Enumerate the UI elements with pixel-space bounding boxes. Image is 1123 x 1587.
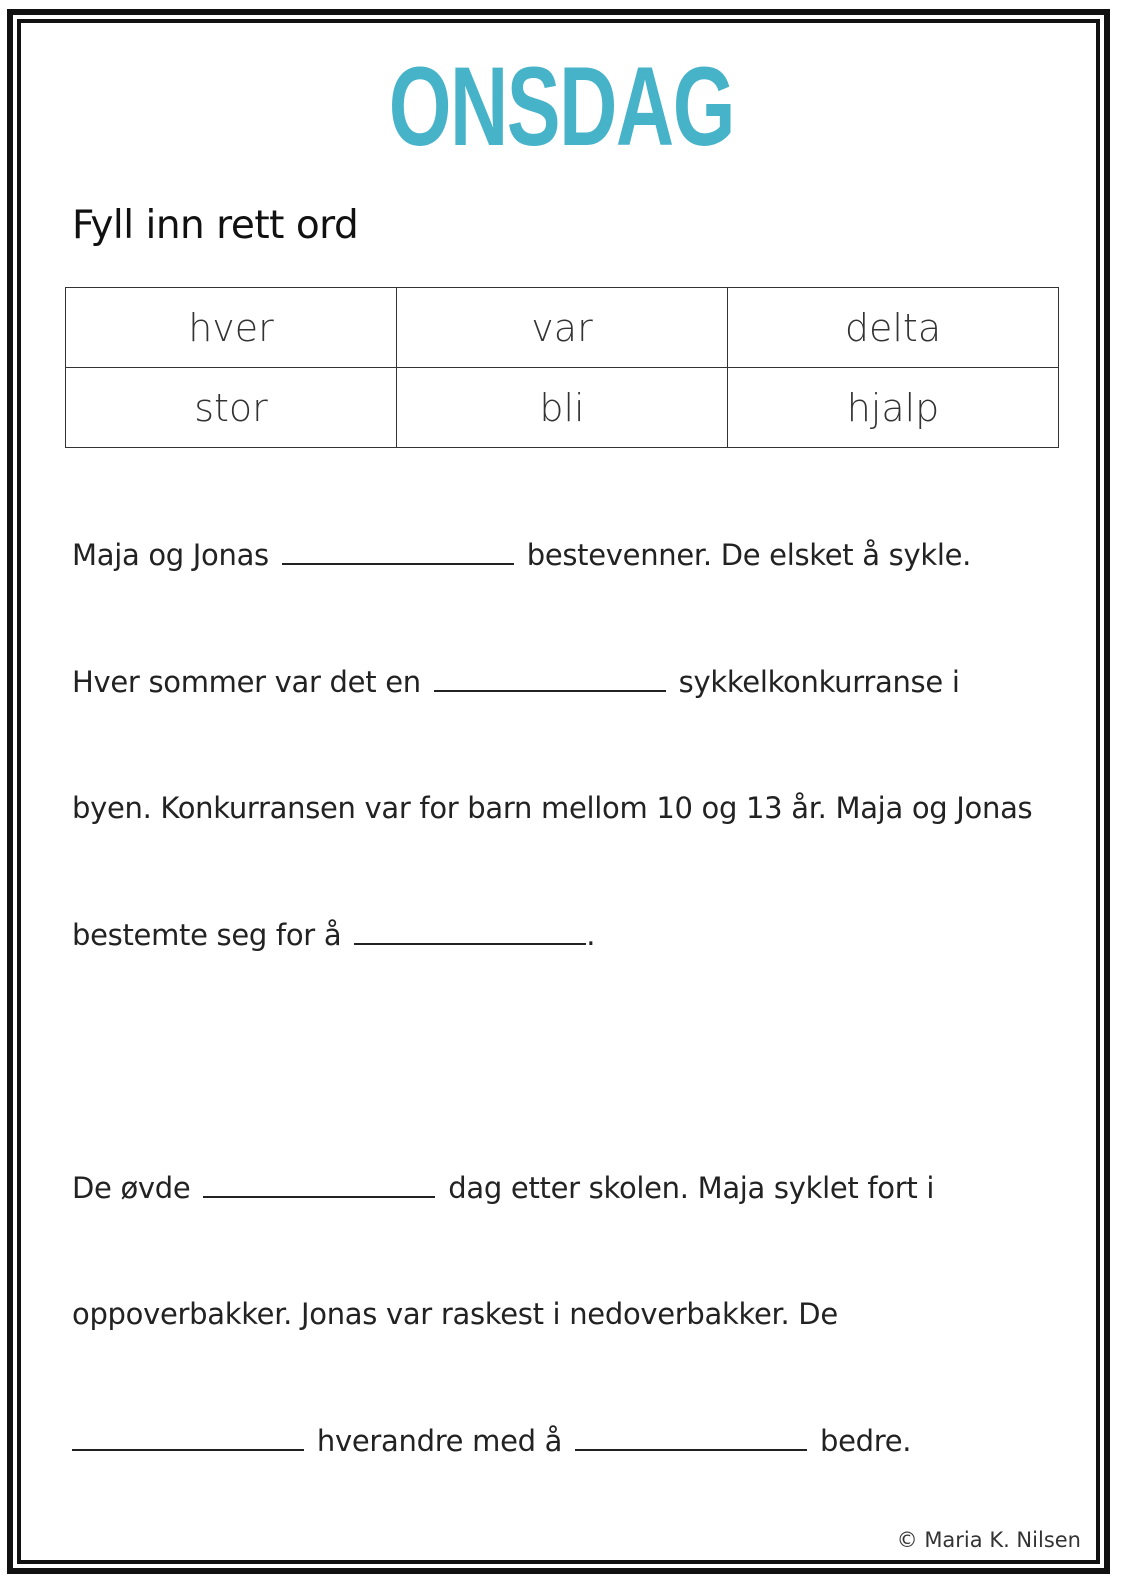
text-segment: bestemte seg for å — [72, 918, 342, 952]
answer-blank[interactable] — [72, 1421, 304, 1451]
text-line-4 — [72, 915, 595, 955]
word-bank-row — [66, 368, 1059, 448]
text-line-3 — [72, 788, 1032, 828]
text-segment: hverandre med å — [316, 1424, 563, 1458]
word-bank-cell: hver — [66, 288, 397, 368]
answer-blank[interactable] — [434, 662, 666, 692]
answer-blank[interactable] — [282, 535, 514, 565]
text-segment: dag etter skolen. Maja syklet fort i — [448, 1171, 935, 1205]
answer-blank[interactable] — [203, 1168, 435, 1198]
text-segment: . — [586, 918, 596, 952]
word-bank-cell: hjalp — [728, 368, 1059, 448]
text-line-1 — [72, 535, 971, 575]
text-segment: sykkelkonkurranse i — [678, 665, 960, 699]
word-bank-row — [66, 288, 1059, 368]
word-bank-table — [65, 287, 1059, 448]
answer-blank[interactable] — [354, 915, 586, 945]
text-segment: byen. Konkurransen var for barn mellom 10 og 13 år. Maja og Jonas — [72, 791, 1033, 825]
text-segment: oppoverbakker. Jonas var raskest i nedoverbakker. De — [72, 1297, 838, 1331]
text-line-6 — [72, 1294, 838, 1334]
text-segment: Maja og Jonas — [72, 538, 269, 572]
word-bank-cell: delta — [728, 288, 1059, 368]
text-line-5 — [72, 1168, 934, 1208]
text-line-7 — [72, 1421, 911, 1461]
copyright-notice: © Maria K. Nilsen — [896, 1528, 1081, 1552]
text-line-2 — [72, 662, 960, 702]
page-title: ONSDAG — [388, 44, 735, 169]
answer-blank[interactable] — [575, 1421, 807, 1451]
text-segment: bedre. — [819, 1424, 912, 1458]
word-bank-cell: stor — [66, 368, 397, 448]
text-segment: De øvde — [72, 1171, 191, 1205]
word-bank-cell: bli — [397, 368, 728, 448]
text-segment: Hver sommer var det en — [72, 665, 421, 699]
word-bank-cell: var — [397, 288, 728, 368]
instruction-heading: Fyll inn rett ord — [72, 203, 359, 248]
text-segment: bestevenner. De elsket å sykle. — [526, 538, 972, 572]
